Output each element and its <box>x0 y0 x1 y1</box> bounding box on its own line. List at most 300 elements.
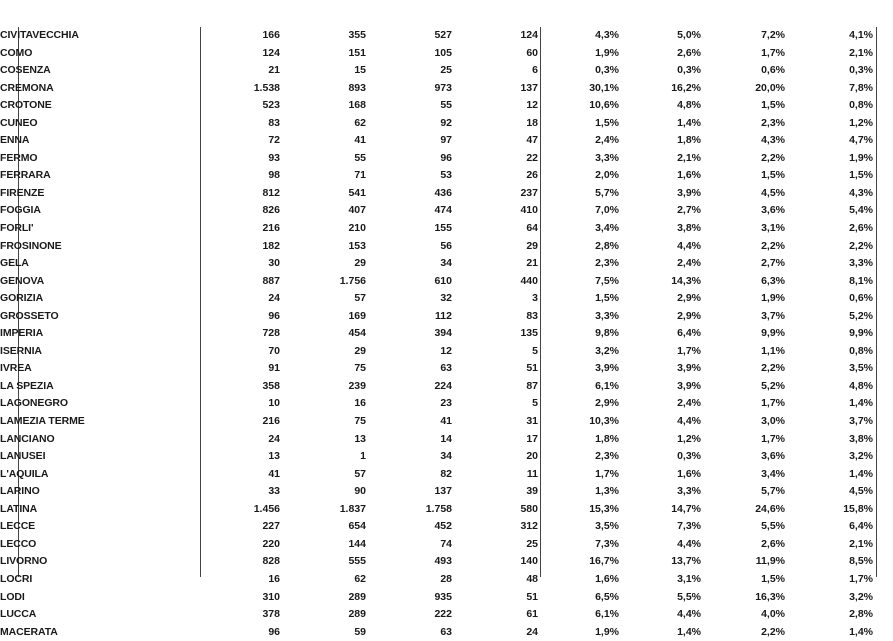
count-col-2: 62 <box>354 572 366 585</box>
percent-col-4: 0,3% <box>849 64 873 77</box>
percent-col-4: 1,5% <box>849 169 873 182</box>
table-row <box>0 589 873 607</box>
table-row <box>0 220 873 238</box>
percent-col-4: 0,8% <box>849 344 873 357</box>
percent-col-1: 3,9% <box>595 362 619 375</box>
count-col-1: 887 <box>262 274 280 287</box>
city-name: CREMONA <box>0 81 54 94</box>
city-name: ENNA <box>0 134 30 147</box>
percent-col-2: 1,6% <box>677 169 701 182</box>
count-col-4: 60 <box>526 46 538 59</box>
percent-col-4: 4,1% <box>849 29 873 41</box>
count-col-1: 21 <box>268 64 280 77</box>
percent-col-2: 16,2% <box>671 81 701 94</box>
count-col-3: 25 <box>440 64 452 77</box>
count-col-4: 61 <box>526 608 538 621</box>
city-name: CUNEO <box>0 116 38 129</box>
percent-col-3: 3,6% <box>761 450 785 463</box>
percent-col-3: 6,3% <box>761 274 785 287</box>
count-col-2: 239 <box>348 379 366 392</box>
count-col-2: 168 <box>348 99 366 112</box>
percent-col-3: 3,4% <box>761 467 785 480</box>
percent-col-1: 3,3% <box>595 309 619 322</box>
percent-col-1: 7,5% <box>595 274 619 287</box>
count-col-4: 124 <box>520 29 538 41</box>
count-col-2: 55 <box>354 151 366 164</box>
count-col-4: 20 <box>526 450 538 463</box>
count-col-4: 237 <box>520 186 538 199</box>
percent-col-3: 4,0% <box>761 608 785 621</box>
table-row <box>0 308 873 326</box>
count-col-2: 71 <box>354 169 366 182</box>
percent-col-1: 7,0% <box>595 204 619 217</box>
percent-col-1: 6,5% <box>595 590 619 603</box>
table-row <box>0 290 873 308</box>
percent-col-3: 3,0% <box>761 415 785 428</box>
count-col-3: 436 <box>434 186 452 199</box>
percent-col-3: 2,2% <box>761 239 785 252</box>
percent-col-2: 1,6% <box>677 467 701 480</box>
count-col-1: 41 <box>268 467 280 480</box>
table-row <box>0 167 873 185</box>
count-col-1: 13 <box>268 450 280 463</box>
percent-col-4: 4,3% <box>849 186 873 199</box>
percent-col-3: 11,9% <box>755 555 785 568</box>
percent-col-1: 6,1% <box>595 608 619 621</box>
count-col-2: 1.756 <box>339 274 366 287</box>
percent-col-3: 3,6% <box>761 204 785 217</box>
city-name: LA SPEZIA <box>0 379 54 392</box>
percent-col-1: 6,1% <box>595 379 619 392</box>
city-name: LECCE <box>0 520 36 533</box>
percent-col-4: 3,3% <box>849 257 873 270</box>
count-col-1: 220 <box>262 537 280 550</box>
count-col-3: 610 <box>434 274 452 287</box>
percent-col-3: 1,1% <box>761 344 785 357</box>
count-col-1: 30 <box>268 257 280 270</box>
percent-col-1: 1,6% <box>595 572 619 585</box>
count-col-2: 29 <box>354 344 366 357</box>
percent-col-2: 2,9% <box>677 309 701 322</box>
table-row <box>0 97 873 115</box>
count-col-1: 826 <box>262 204 280 217</box>
city-name: LATINA <box>0 502 38 515</box>
count-col-2: 355 <box>348 29 366 41</box>
city-name: LANUSEI <box>0 450 46 463</box>
percent-col-2: 2,7% <box>677 204 701 217</box>
count-col-4: 87 <box>526 379 538 392</box>
table-row <box>0 413 873 431</box>
percent-col-2: 2,4% <box>677 397 701 410</box>
percent-col-3: 1,7% <box>761 432 785 445</box>
percent-col-2: 2,6% <box>677 46 701 59</box>
percent-col-1: 4,3% <box>595 29 619 41</box>
percent-col-4: 4,7% <box>849 134 873 147</box>
count-col-1: 166 <box>262 29 280 41</box>
percent-col-3: 24,6% <box>755 502 785 515</box>
percent-col-3: 5,7% <box>761 485 785 498</box>
count-col-4: 31 <box>526 415 538 428</box>
city-name: IMPERIA <box>0 327 44 340</box>
count-col-4: 140 <box>520 555 538 568</box>
percent-col-2: 1,4% <box>677 625 701 638</box>
percent-col-1: 2,8% <box>595 239 619 252</box>
count-col-2: 289 <box>348 608 366 621</box>
count-col-2: 555 <box>348 555 366 568</box>
table-row <box>0 202 873 220</box>
percent-col-3: 3,7% <box>761 309 785 322</box>
city-name: FERMO <box>0 151 38 164</box>
count-col-1: 24 <box>268 292 280 305</box>
count-col-4: 580 <box>520 502 538 515</box>
percent-col-1: 1,9% <box>595 46 619 59</box>
percent-col-4: 2,1% <box>849 46 873 59</box>
percent-col-4: 15,8% <box>843 502 873 515</box>
count-col-2: 57 <box>354 467 366 480</box>
table-row <box>0 343 873 361</box>
count-col-3: 34 <box>440 257 452 270</box>
percent-col-2: 2,4% <box>677 257 701 270</box>
count-col-4: 51 <box>526 362 538 375</box>
table-row <box>0 115 873 133</box>
count-col-4: 6 <box>532 64 538 77</box>
count-col-4: 47 <box>526 134 538 147</box>
percent-col-3: 1,7% <box>761 46 785 59</box>
count-col-1: 523 <box>262 99 280 112</box>
count-col-4: 5 <box>532 344 538 357</box>
city-name: FIRENZE <box>0 186 45 199</box>
percent-col-3: 7,2% <box>761 29 785 41</box>
percent-col-4: 1,4% <box>849 467 873 480</box>
percent-col-4: 2,6% <box>849 222 873 235</box>
percent-col-1: 2,3% <box>595 450 619 463</box>
count-col-2: 893 <box>348 81 366 94</box>
count-col-4: 5 <box>532 397 538 410</box>
count-col-3: 935 <box>434 590 452 603</box>
count-col-2: 1.837 <box>339 502 366 515</box>
percent-col-4: 8,5% <box>849 555 873 568</box>
table-row <box>0 45 873 63</box>
percent-col-1: 16,7% <box>589 555 619 568</box>
city-name: ISERNIA <box>0 344 42 357</box>
percent-col-2: 4,8% <box>677 99 701 112</box>
percent-col-4: 1,7% <box>849 572 873 585</box>
percent-col-1: 0,3% <box>595 64 619 77</box>
percent-col-1: 2,4% <box>595 134 619 147</box>
percent-col-3: 1,5% <box>761 572 785 585</box>
count-col-3: 452 <box>434 520 452 533</box>
percent-col-4: 2,2% <box>849 239 873 252</box>
percent-col-1: 3,4% <box>595 222 619 235</box>
count-col-4: 3 <box>532 292 538 305</box>
count-col-2: 1 <box>360 450 366 463</box>
count-col-3: 224 <box>434 379 452 392</box>
percent-col-1: 15,3% <box>589 502 619 515</box>
count-col-3: 56 <box>440 239 452 252</box>
city-name: GENOVA <box>0 274 45 287</box>
count-col-3: 137 <box>434 485 452 498</box>
count-col-3: 474 <box>434 204 452 217</box>
percent-col-1: 30,1% <box>589 81 619 94</box>
court-statistics-table <box>0 27 873 641</box>
percent-col-2: 1,8% <box>677 134 701 147</box>
percent-col-2: 5,0% <box>677 29 701 41</box>
percent-col-1: 1,8% <box>595 432 619 445</box>
city-name: FORLI' <box>0 222 34 235</box>
city-name: IVREA <box>0 362 32 375</box>
percent-col-2: 14,3% <box>671 274 701 287</box>
count-col-2: 90 <box>354 485 366 498</box>
percent-col-3: 5,5% <box>761 520 785 533</box>
count-col-4: 312 <box>520 520 538 533</box>
percent-col-2: 1,4% <box>677 116 701 129</box>
city-name: FOGGIA <box>0 204 41 217</box>
count-col-3: 63 <box>440 625 452 638</box>
percent-col-2: 0,3% <box>677 64 701 77</box>
percent-col-2: 3,9% <box>677 379 701 392</box>
city-name: FERRARA <box>0 169 51 182</box>
count-col-2: 41 <box>354 134 366 147</box>
percent-col-4: 7,8% <box>849 81 873 94</box>
percent-col-2: 3,3% <box>677 485 701 498</box>
count-col-1: 1.538 <box>253 81 280 94</box>
table-row <box>0 185 873 203</box>
table-row <box>0 238 873 256</box>
count-col-3: 12 <box>440 344 452 357</box>
count-col-2: 289 <box>348 590 366 603</box>
percent-col-4: 0,6% <box>849 292 873 305</box>
percent-col-1: 9,8% <box>595 327 619 340</box>
count-col-3: 1.758 <box>425 502 452 515</box>
count-col-1: 812 <box>262 186 280 199</box>
city-name: CIVITAVECCHIA <box>0 29 79 41</box>
city-name: GELA <box>0 257 29 270</box>
percent-col-1: 10,3% <box>589 415 619 428</box>
count-col-3: 105 <box>434 46 452 59</box>
count-col-4: 22 <box>526 151 538 164</box>
city-name: COMO <box>0 46 33 59</box>
percent-col-3: 2,3% <box>761 116 785 129</box>
percent-col-2: 7,3% <box>677 520 701 533</box>
count-col-1: 124 <box>262 46 280 59</box>
count-col-3: 155 <box>434 222 452 235</box>
table-row <box>0 501 873 519</box>
count-col-3: 112 <box>435 309 452 322</box>
percent-col-1: 1,9% <box>595 625 619 638</box>
percent-col-4: 9,9% <box>849 327 873 340</box>
percent-col-2: 5,5% <box>677 590 701 603</box>
table-row <box>0 518 873 536</box>
percent-col-1: 1,5% <box>595 292 619 305</box>
count-col-4: 135 <box>520 327 538 340</box>
city-name: LECCO <box>0 537 37 550</box>
percent-col-4: 1,4% <box>849 625 873 638</box>
percent-col-3: 9,9% <box>761 327 785 340</box>
city-name: GROSSETO <box>0 309 59 322</box>
count-col-4: 24 <box>526 625 538 638</box>
count-col-2: 75 <box>354 362 366 375</box>
city-name: MACERATA <box>0 625 58 638</box>
percent-col-3: 4,3% <box>761 134 785 147</box>
right-border-line <box>876 27 877 577</box>
percent-col-3: 2,6% <box>761 537 785 550</box>
count-col-3: 527 <box>434 29 452 41</box>
city-name: LIVORNO <box>0 555 48 568</box>
count-col-1: 33 <box>268 485 280 498</box>
count-col-3: 92 <box>440 116 452 129</box>
count-col-2: 144 <box>348 537 366 550</box>
count-col-1: 93 <box>268 151 280 164</box>
percent-col-1: 5,7% <box>595 186 619 199</box>
percent-col-2: 4,4% <box>677 415 701 428</box>
count-col-1: 83 <box>268 116 280 129</box>
count-col-2: 13 <box>354 432 366 445</box>
count-col-2: 16 <box>354 397 366 410</box>
count-col-1: 1.456 <box>253 502 280 515</box>
table-row <box>0 273 873 291</box>
percent-col-2: 1,2% <box>677 432 701 445</box>
percent-col-2: 13,7% <box>671 555 701 568</box>
city-name: LODI <box>0 590 25 603</box>
table-row <box>0 27 873 45</box>
percent-col-4: 8,1% <box>849 274 873 287</box>
count-col-4: 410 <box>520 204 538 217</box>
percent-col-3: 16,3% <box>755 590 785 603</box>
table-row <box>0 395 873 413</box>
count-col-3: 74 <box>440 537 452 550</box>
count-col-4: 11 <box>526 467 538 480</box>
percent-col-4: 1,2% <box>849 116 873 129</box>
percent-col-1: 3,3% <box>595 151 619 164</box>
percent-col-3: 2,2% <box>761 625 785 638</box>
percent-col-4: 4,8% <box>849 379 873 392</box>
count-col-1: 728 <box>262 327 280 340</box>
city-name: LUCCA <box>0 608 37 621</box>
count-col-1: 96 <box>268 625 280 638</box>
city-name: GORIZIA <box>0 292 44 305</box>
count-col-3: 14 <box>440 432 452 445</box>
count-col-3: 41 <box>440 415 452 428</box>
percent-col-2: 2,1% <box>677 151 701 164</box>
percent-col-3: 0,6% <box>761 64 785 77</box>
percent-col-2: 3,9% <box>677 362 701 375</box>
count-col-3: 96 <box>440 151 452 164</box>
count-col-4: 440 <box>520 274 538 287</box>
percent-col-4: 0,8% <box>849 99 873 112</box>
count-col-3: 23 <box>440 397 452 410</box>
percent-col-4: 2,8% <box>849 608 873 621</box>
count-col-3: 55 <box>440 99 452 112</box>
table-row <box>0 606 873 624</box>
count-col-2: 210 <box>348 222 366 235</box>
percent-col-2: 4,4% <box>677 537 701 550</box>
city-name: L'AQUILA <box>0 467 49 480</box>
table-row <box>0 360 873 378</box>
table-row <box>0 448 873 466</box>
count-col-4: 39 <box>526 485 538 498</box>
percent-col-2: 6,4% <box>677 327 701 340</box>
count-col-2: 151 <box>348 46 366 59</box>
table-row <box>0 483 873 501</box>
count-col-2: 62 <box>354 116 366 129</box>
percent-col-4: 1,9% <box>849 151 873 164</box>
table-row <box>0 132 873 150</box>
percent-col-1: 3,5% <box>595 520 619 533</box>
count-col-4: 17 <box>526 432 538 445</box>
count-col-3: 394 <box>434 327 452 340</box>
percent-col-3: 1,9% <box>761 292 785 305</box>
count-col-1: 16 <box>268 572 280 585</box>
count-col-3: 493 <box>434 555 452 568</box>
percent-col-4: 3,8% <box>849 432 873 445</box>
count-col-3: 32 <box>440 292 452 305</box>
count-col-1: 10 <box>268 397 280 410</box>
percent-col-2: 0,3% <box>677 450 701 463</box>
count-col-3: 34 <box>440 450 452 463</box>
count-col-4: 26 <box>526 169 538 182</box>
table-row <box>0 80 873 98</box>
percent-col-2: 2,9% <box>677 292 701 305</box>
count-col-2: 654 <box>348 520 366 533</box>
table-row <box>0 571 873 589</box>
count-col-4: 137 <box>520 81 538 94</box>
city-name: LARINO <box>0 485 40 498</box>
percent-col-1: 2,9% <box>595 397 619 410</box>
percent-col-3: 1,7% <box>761 397 785 410</box>
count-col-3: 97 <box>440 134 452 147</box>
percent-col-4: 2,1% <box>849 537 873 550</box>
percent-col-4: 3,7% <box>849 415 873 428</box>
percent-col-4: 4,5% <box>849 485 873 498</box>
count-col-4: 21 <box>526 257 538 270</box>
count-col-2: 153 <box>348 239 366 252</box>
percent-col-1: 10,6% <box>589 99 619 112</box>
percent-col-3: 2,2% <box>761 151 785 164</box>
table-row <box>0 624 873 641</box>
percent-col-1: 1,7% <box>595 467 619 480</box>
count-col-1: 24 <box>268 432 280 445</box>
count-col-2: 454 <box>348 327 366 340</box>
count-col-3: 53 <box>440 169 452 182</box>
count-col-2: 57 <box>354 292 366 305</box>
count-col-1: 216 <box>262 222 280 235</box>
count-col-1: 216 <box>262 415 280 428</box>
count-col-1: 310 <box>262 590 280 603</box>
count-col-1: 227 <box>262 520 280 533</box>
count-col-1: 98 <box>268 169 280 182</box>
percent-col-2: 1,7% <box>677 344 701 357</box>
percent-col-3: 4,5% <box>761 186 785 199</box>
count-col-1: 828 <box>262 555 280 568</box>
count-col-2: 15 <box>354 64 366 77</box>
percent-col-4: 5,2% <box>849 309 873 322</box>
count-col-1: 378 <box>262 608 280 621</box>
count-col-3: 973 <box>434 81 452 94</box>
city-name: CROTONE <box>0 99 52 112</box>
count-col-4: 12 <box>526 99 538 112</box>
percent-col-4: 6,4% <box>849 520 873 533</box>
count-col-3: 28 <box>440 572 452 585</box>
table-row <box>0 150 873 168</box>
percent-col-4: 1,4% <box>849 397 873 410</box>
count-col-4: 83 <box>526 309 538 322</box>
table-row <box>0 255 873 273</box>
percent-col-2: 14,7% <box>671 502 701 515</box>
table-row <box>0 62 873 80</box>
count-col-1: 182 <box>262 239 280 252</box>
city-name: LANCIANO <box>0 432 55 445</box>
table-row <box>0 325 873 343</box>
